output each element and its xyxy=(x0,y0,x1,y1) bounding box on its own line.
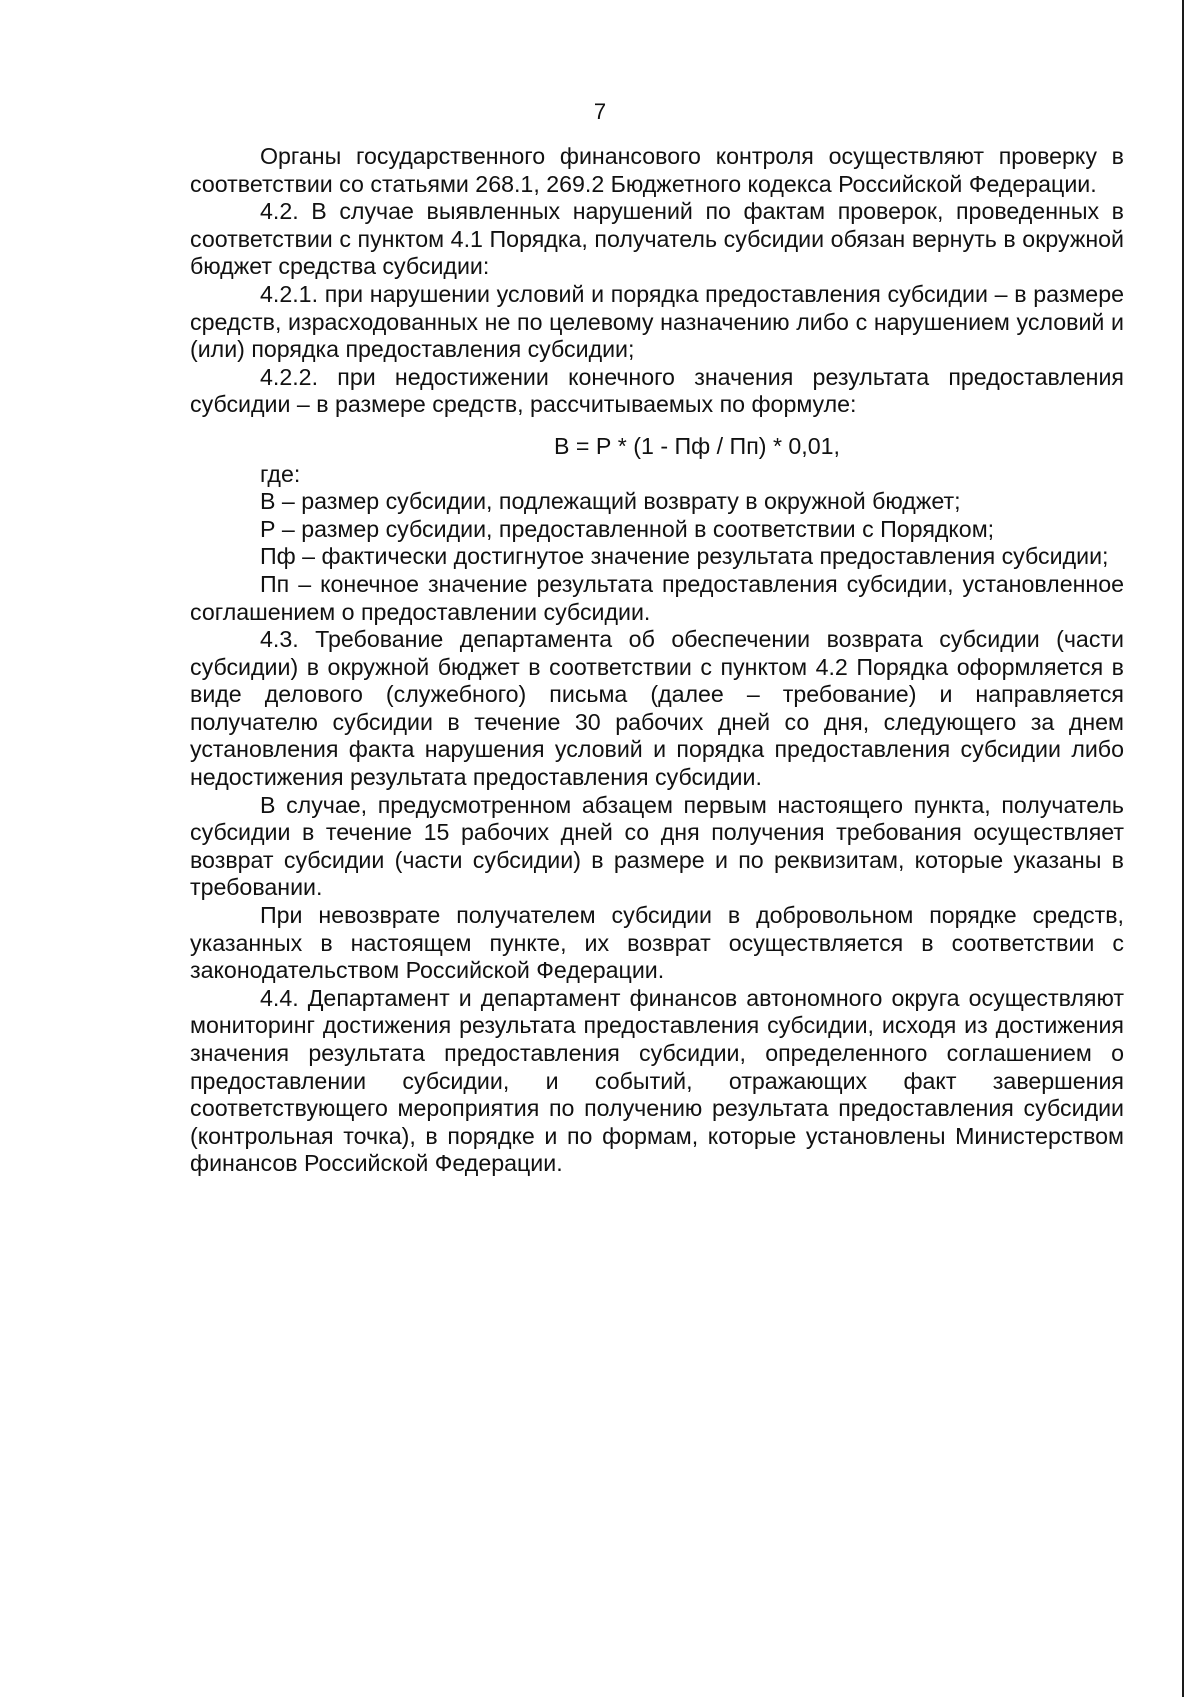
page-number: 7 xyxy=(593,99,607,124)
paragraph-4-4: 4.4. Департамент и департамент финансов автономного округа осуществляют мониторинг достижения результата предоставления субсидии, исходя из достижения значения результата предоставления субсидии, определенного соглашением о предоставлении субсидии, и событий, отражающих факт завершения соответствующего мероприятия по получению результата предоставления субсидии (контрольная точка), в порядке и по формам, которые установлены Министерством финансов Российской Федерации. xyxy=(190,984,1124,1177)
page-edge-line xyxy=(1182,0,1184,1697)
paragraph-non-return: При невозврате получателем субсидии в добровольном порядке средств, указанных в настоящем пункте, их возврат осуществляется в соответствии с законодательством Российской Федерации. xyxy=(190,902,1124,984)
definition-r: Р – размер субсидии, предоставленной в соответствии с Порядком; xyxy=(260,515,995,542)
definition-b: В – размер субсидии, подлежащий возврату в окружной бюджет; xyxy=(260,488,961,515)
paragraph-4-2-1: 4.2.1. при нарушении условий и порядка предоставления субсидии – в размере средств, израсходованных не по целевому назначению либо с нарушением условий и (или) порядка предоставления субсидии; xyxy=(190,280,1124,363)
paragraph-4-3: 4.3. Требование департамента об обеспечении возврата субсидии (части субсидии) в окружной бюджет в соответствии с пунктом 4.2 Порядка оформляется в виде делового (служебного) письма (далее – требование) и направляется получателю субсидии в течение 30 рабочих дней со дня, следующего за днем установления факта нарушения условий и порядка предоставления субсидии либо недостижения результата предоставления субсидии. xyxy=(190,626,1124,791)
document-body xyxy=(190,143,1124,1178)
refund-formula: В = Р * (1 - Пф / Пп) * 0,01, xyxy=(554,432,840,459)
paragraph-refund-procedure: В случае, предусмотренном абзацем первым настоящего пункта, получатель субсидии в течение 15 рабочих дней со дня получения требования осуществляет возврат субсидии (части субсидии) в размере и по реквизитам, которые указаны в требовании. xyxy=(190,791,1124,901)
formula-where-label: где: xyxy=(260,460,301,487)
definition-pp: Пп – конечное значение результата предоставления субсидии, установленное соглашением о предоставлении субсидии. xyxy=(190,570,1124,625)
paragraph-4-2-2: 4.2.2. при недостижении конечного значения результата предоставления субсидии – в размере средств, рассчитываемых по формуле: xyxy=(190,363,1124,418)
paragraph-financial-control: Органы государственного финансового контроля осуществляют проверку в соответствии со статьями 268.1, 269.2 Бюджетного кодекса Российской Федерации. xyxy=(190,143,1124,197)
paragraph-4-2: 4.2. В случае выявленных нарушений по фактам проверок, проведенных в соответствии с пунктом 4.1 Порядка, получатель субсидии обязан вернуть в окружной бюджет средства субсидии: xyxy=(190,198,1124,280)
definition-pf: Пф – фактически достигнутое значение результата предоставления субсидии; xyxy=(260,543,1109,570)
